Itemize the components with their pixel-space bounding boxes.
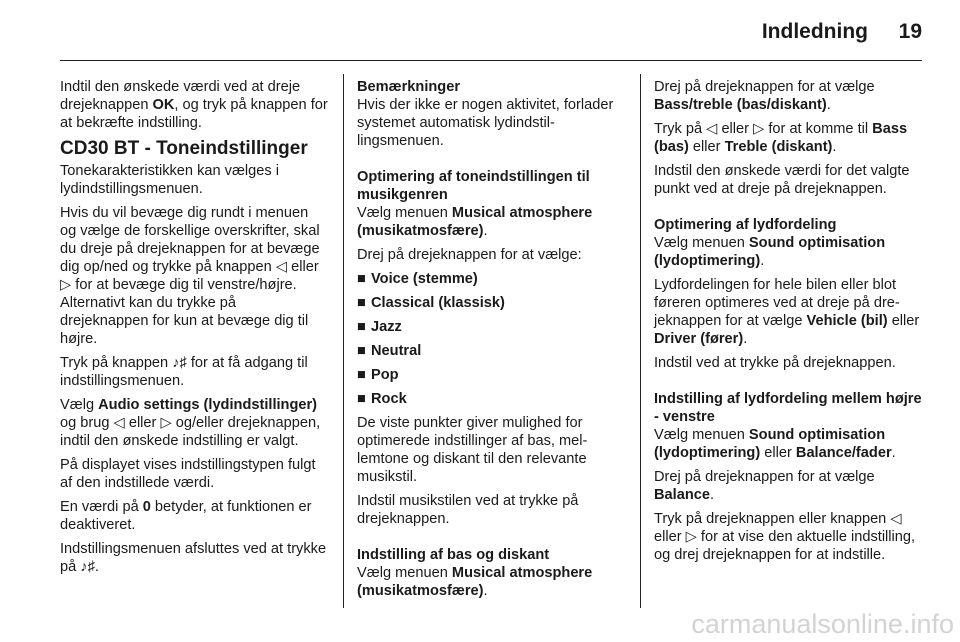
paragraph: Indstillingsmenuen afsluttes ved at trykke på ♪♯.	[60, 541, 327, 575]
bullet-square-icon: ■	[357, 319, 366, 335]
paragraph: Vælg Audio settings (lydindstillinger) og brug ◁ eller ▷ og/eller drejeknappen, indtil den ønskede indstilling er valgt.	[60, 397, 321, 449]
paragraph: Indstil den ønskede værdi for det valgte punkt ved at dreje på drejeknappen.	[654, 163, 910, 197]
paragraph: Drej på drejeknappen for at vælge Bass/treble (bas/diskant).	[654, 79, 875, 113]
paragraph: Drej på drejeknappen for at vælge Balance.	[654, 469, 875, 503]
column-divider-2	[640, 74, 641, 608]
watermark: carmanualsonline.info	[691, 609, 954, 639]
list-item: ■ Classical (klassisk)	[357, 295, 505, 311]
paragraph: Tryk på drejeknappen eller knappen ◁ eller ▷ for at vise den aktuelle indstilling, og drej drejeknappen for at indstille.	[654, 511, 916, 563]
paragraph: På displayet vises indstillingstypen fulgt af den indstillede værdi.	[60, 457, 316, 491]
paragraph: Hvis du vil bevæge dig rundt i menuen og vælge de forskellige overskrifter, skal du dreje på drejeknappen for at bevæge dig op/ned og trykke på knappen ◁ eller ▷ for at bevæge dig til venstre/højre. Alternativt kan du trykke på drejeknappen for kun at bevæge dig til højre.	[60, 205, 320, 347]
column-divider-1	[343, 74, 344, 608]
column-1	[60, 78, 328, 582]
paragraph: Vælg menuen Sound optimisation (lydoptimering) eller Balance/fader.	[654, 427, 896, 461]
subheading: Optimering af toneindstillingen til musikgenren	[357, 169, 590, 203]
paragraph: Tonekarakteristikken kan vælges i lydindstillingsmenuen.	[60, 163, 280, 197]
paragraph: Tryk på knappen ♪♯ for at få adgang til indstillingsmenuen.	[60, 355, 308, 389]
paragraph: En værdi på 0 betyder, at funktionen er deaktiveret.	[60, 499, 312, 533]
genre-list	[357, 270, 629, 408]
bullet-square-icon: ■	[357, 367, 366, 383]
page-header	[0, 0, 960, 62]
column-2	[357, 78, 629, 606]
subheading: Indstilling af lydfordeling mellem højre - venstre	[654, 391, 922, 425]
paragraph: Lydfordelingen for hele bilen eller blot føreren optimeres ved at dreje på drejeknappen for at vælge Vehicle (bil) eller Driver (fører).	[654, 277, 920, 347]
list-item: ■ Neutral	[357, 343, 422, 359]
note-text: Hvis der ikke er nogen aktivitet, forlader systemet automatisk lydindstillingsmenuen.	[357, 97, 614, 149]
section-title: Indledning	[761, 20, 868, 43]
paragraph: Drej på drejeknappen for at vælge:	[357, 247, 582, 263]
list-item: ■ Voice (stemme)	[357, 271, 478, 287]
paragraph: Vælg menuen Sound optimisation (lydoptimering).	[654, 235, 886, 269]
header-rule	[60, 60, 922, 61]
list-item: ■ Pop	[357, 367, 399, 383]
paragraph: De viste punkter giver mulighed for optimerede indstillinger af bas, mellemtone og diskant til den relevante musikstil.	[357, 415, 588, 485]
bullet-square-icon: ■	[357, 391, 366, 407]
page-number: 19	[898, 20, 922, 43]
paragraph: Vælg menuen Musical atmosphere (musikatmosfære).	[357, 565, 593, 599]
bullet-square-icon: ■	[357, 271, 366, 287]
paragraph: Tryk på ◁ eller ▷ for at komme til Bass (bas) eller Treble (diskant).	[654, 121, 908, 155]
section-heading: CD30 BT - Toneindstillinger	[60, 138, 308, 159]
paragraph: Vælg menuen Musical atmosphere (musikatmosfære).	[357, 205, 593, 239]
column-3	[654, 78, 924, 570]
list-item: ■ Rock	[357, 391, 407, 407]
bullet-square-icon: ■	[357, 343, 366, 359]
bullet-square-icon: ■	[357, 295, 366, 311]
paragraph: Indtil den ønskede værdi ved at dreje drejeknappen OK, og tryk på knappen for at bekræfte indstilling.	[60, 79, 328, 131]
subheading: Optimering af lydfordeling	[654, 217, 837, 233]
paragraph: Indstil musikstilen ved at trykke på drejeknappen.	[357, 493, 579, 527]
subheading: Indstilling af bas og diskant	[357, 547, 550, 563]
note-title: Bemærkninger	[357, 79, 460, 95]
list-item: ■ Jazz	[357, 319, 402, 335]
paragraph: Indstil ved at trykke på drejeknappen.	[654, 355, 896, 371]
